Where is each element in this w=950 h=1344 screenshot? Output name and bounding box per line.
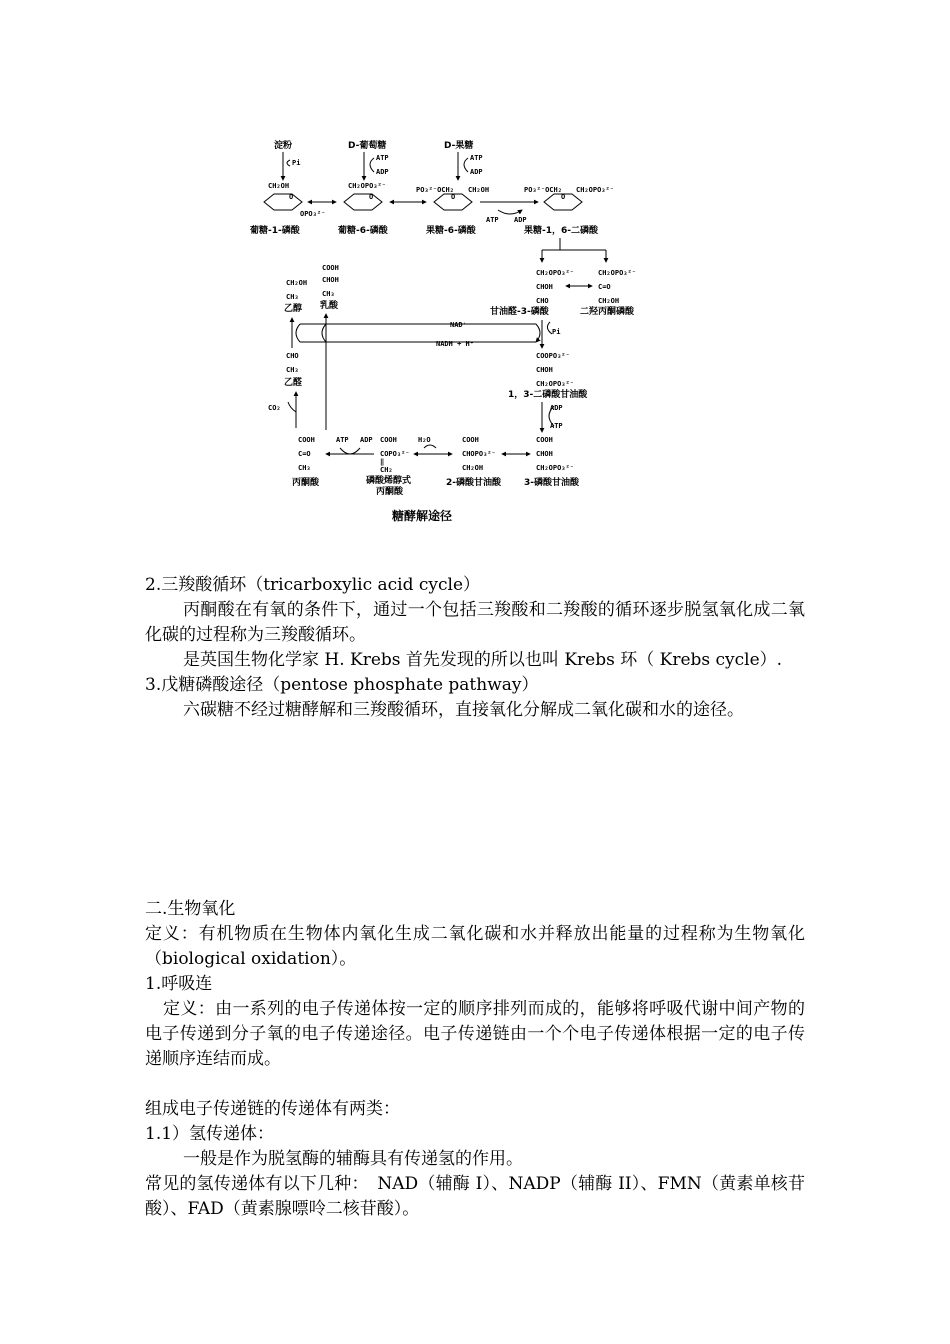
label-lactate: 乳酸 (320, 301, 339, 311)
ring-glc1p (264, 194, 302, 210)
curve-co2 (288, 402, 296, 412)
pep-copo3: COPO₃²⁻ (380, 450, 410, 458)
ppp-paragraph: 六碳糖不经过糖酵解和三羧酸循环，直接氧化分解成二氧化碳和水的途径。 (183, 700, 744, 720)
label-nadh: NADH + H⁺ (436, 340, 474, 348)
label-atp-2: ATP (470, 154, 483, 162)
label-atp-5: ATP (336, 436, 349, 444)
pg2-chopo3: CHOPO₃²⁻ (462, 450, 496, 458)
f6p-ch2oh: CH₂OH (468, 186, 490, 194)
label-bpg13: 1，3-二磷酸甘油酸 (508, 390, 588, 400)
hydrogen-carrier-paragraph-1: 一般是作为脱氢酶的辅酶具有传递氢的作用。 (183, 1149, 523, 1169)
g6p-o: O (369, 193, 374, 201)
pyr-cooh: COOH (298, 436, 315, 444)
f16bp-o: O (561, 193, 566, 201)
pg3-ch2opo3: CH₂OPO₃²⁻ (536, 464, 574, 472)
lac-ch3: CH₃ (322, 290, 335, 298)
dhap-ch2opo3: CH₂OPO₃²⁻ (598, 269, 636, 277)
g1p-o: O (289, 193, 294, 201)
pyr-ch3: CH₃ (298, 464, 311, 472)
label-adp-1: ADP (376, 168, 389, 176)
section-ppp-heading: 3.戊糖磷酸途径（pentose phosphate pathway） (145, 675, 539, 695)
label-g3p: 甘油醛-3-磷酸 (490, 307, 549, 317)
label-ethanol: 乙醇 (284, 304, 303, 314)
pep-double-bond: ‖ (380, 458, 385, 466)
label-pg3: 3-磷酸甘油酸 (524, 478, 579, 488)
g3p-ch2opo3: CH₂OPO₃²⁻ (536, 269, 574, 277)
dhap-co: C=O (598, 283, 611, 291)
pyr-co: C=O (298, 450, 311, 458)
pep-cooh: COOH (380, 436, 397, 444)
label-atp-4: ATP (550, 422, 563, 430)
g3p-choh: CHOH (536, 283, 553, 291)
lac-choh: CHOH (322, 276, 339, 284)
g6p-ch2opo3: CH₂OPO₃²⁻ (348, 182, 386, 190)
tca-paragraph-1: 丙酮酸在有氧的条件下，通过一个包括三羧酸和二羧酸的循环逐步脱氢氧化成二氧化碳的过程称为三羧酸循环。 (145, 600, 805, 645)
nad-loop-left (296, 324, 300, 342)
g3p-cho: CHO (536, 297, 549, 305)
curve-adp-atp-pk (340, 448, 360, 454)
curve-atp-fructose (464, 158, 468, 172)
pg2-cooh: COOH (462, 436, 479, 444)
eth-ch2oh: CH₂OH (286, 279, 308, 287)
eth-ch3: CH₃ (286, 293, 299, 301)
bpg-coopo3: COOPO₃²⁻ (536, 352, 570, 360)
f16bp-ch2opo3: CH₂OPO₃²⁻ (576, 186, 614, 194)
label-adp-5: ADP (360, 436, 373, 444)
hydrogen-carrier-heading: 1.1）氢传递体： (145, 1124, 275, 1144)
label-d-fructose: D-果糖 (444, 141, 474, 151)
pg2-ch2oh: CH₂OH (462, 464, 484, 472)
nad-loop-right (536, 324, 540, 342)
label-adp-2: ADP (470, 168, 483, 176)
g1p-opo3: OPO₃²⁻ (300, 210, 326, 218)
label-adp-4: ADP (550, 404, 563, 412)
tca-paragraph-2: 是英国生物化学家 H. Krebs 首先发现的所以也叫 Krebs 环（ Krebs cycle）. (183, 650, 783, 670)
respiratory-chain-heading: 1.呼吸连 (145, 974, 213, 994)
curve-atp-glucose (370, 158, 374, 172)
label-pep: 磷酸烯醇式 (366, 476, 412, 486)
glycolysis-pathway-diagram (240, 130, 640, 530)
label-acetaldehyde: 乙醛 (284, 378, 303, 388)
curve-atp-pfk (498, 210, 522, 214)
carriers-intro: 组成电子传递链的传递体有两类： (145, 1099, 400, 1119)
g1p-ch2oh: CH₂OH (268, 182, 290, 190)
curve-pi-starch (287, 160, 290, 166)
bio-oxidation-definition: 定义：有机物质在生物体内氧化生成二氧化碳和水并释放出能量的过程称为生物氧化（biological oxidation）。 (145, 924, 805, 969)
acal-cho: CHO (286, 352, 299, 360)
label-glc6p: 葡糖-6-磷酸 (338, 226, 388, 236)
label-glc1p: 葡糖-1-磷酸 (250, 226, 300, 236)
label-h2o: H₂O (418, 436, 431, 444)
label-pi-1: Pi (292, 159, 301, 167)
label-atp-1: ATP (376, 154, 389, 162)
respiratory-chain-definition: 定义：由一系列的电子传递体按一定的顺序排列而成的，能够将呼吸代谢中间产物的电子传递到分子氧的电子传递途径。电子传递链由一个个电子传递体根据一定的电子传递顺序连结而成。 (145, 999, 805, 1069)
section-tca-heading: 2.三羧酸循环（tricarboxylic acid cycle） (145, 575, 481, 595)
label-pep-2: 丙酮酸 (376, 487, 404, 497)
bpg-choh: CHOH (536, 366, 553, 374)
pg3-cooh: COOH (536, 436, 553, 444)
bpg-ch2opo3: CH₂OPO₃²⁻ (536, 380, 574, 388)
f16bp-po3och2: PO₃²⁻OCH₂ (524, 186, 562, 194)
hydrogen-carrier-paragraph-2: 常见的氢传递体有以下几种： NAD（辅酶 I）、NADP（辅酶 II）、FMN（黄素单核苷酸）、FAD（黄素腺嘌呤二核苷酸）。 (145, 1174, 805, 1219)
section-bio-oxidation-heading: 二.生物氧化 (145, 899, 236, 919)
label-co2: CO₂ (268, 404, 281, 412)
acal-ch3: CH₃ (286, 366, 299, 374)
label-dhap: 二羟丙酮磷酸 (580, 307, 635, 317)
ring-glc6p (344, 194, 382, 210)
label-pg2: 2-磷酸甘油酸 (446, 478, 501, 488)
f6p-o: O (451, 193, 456, 201)
label-nad: NAD⁺ (450, 321, 467, 329)
label-pyruvate: 丙酮酸 (292, 478, 320, 488)
diagram-title: 糖酵解途径 (392, 509, 453, 523)
label-adp-3: ADP (514, 216, 527, 224)
label-atp-3: ATP (486, 216, 499, 224)
curve-h2o (424, 445, 436, 448)
dhap-ch2oh: CH₂OH (598, 297, 620, 305)
label-d-glucose: D-葡萄糖 (348, 141, 387, 151)
label-fru6p: 果糖-6-磷酸 (426, 226, 476, 236)
pep-ch2: CH₂ (380, 466, 393, 474)
pg3-choh: CHOH (536, 450, 553, 458)
lac-cooh: COOH (322, 264, 339, 272)
nad-loop-lactate (322, 324, 326, 342)
f6p-po3och2: PO₃²⁻OCH₂ (416, 186, 454, 194)
label-fru16bp: 果糖-1，6-二磷酸 (524, 226, 598, 236)
label-pi-2: Pi (552, 328, 561, 336)
label-starch: 淀粉 (274, 141, 293, 151)
